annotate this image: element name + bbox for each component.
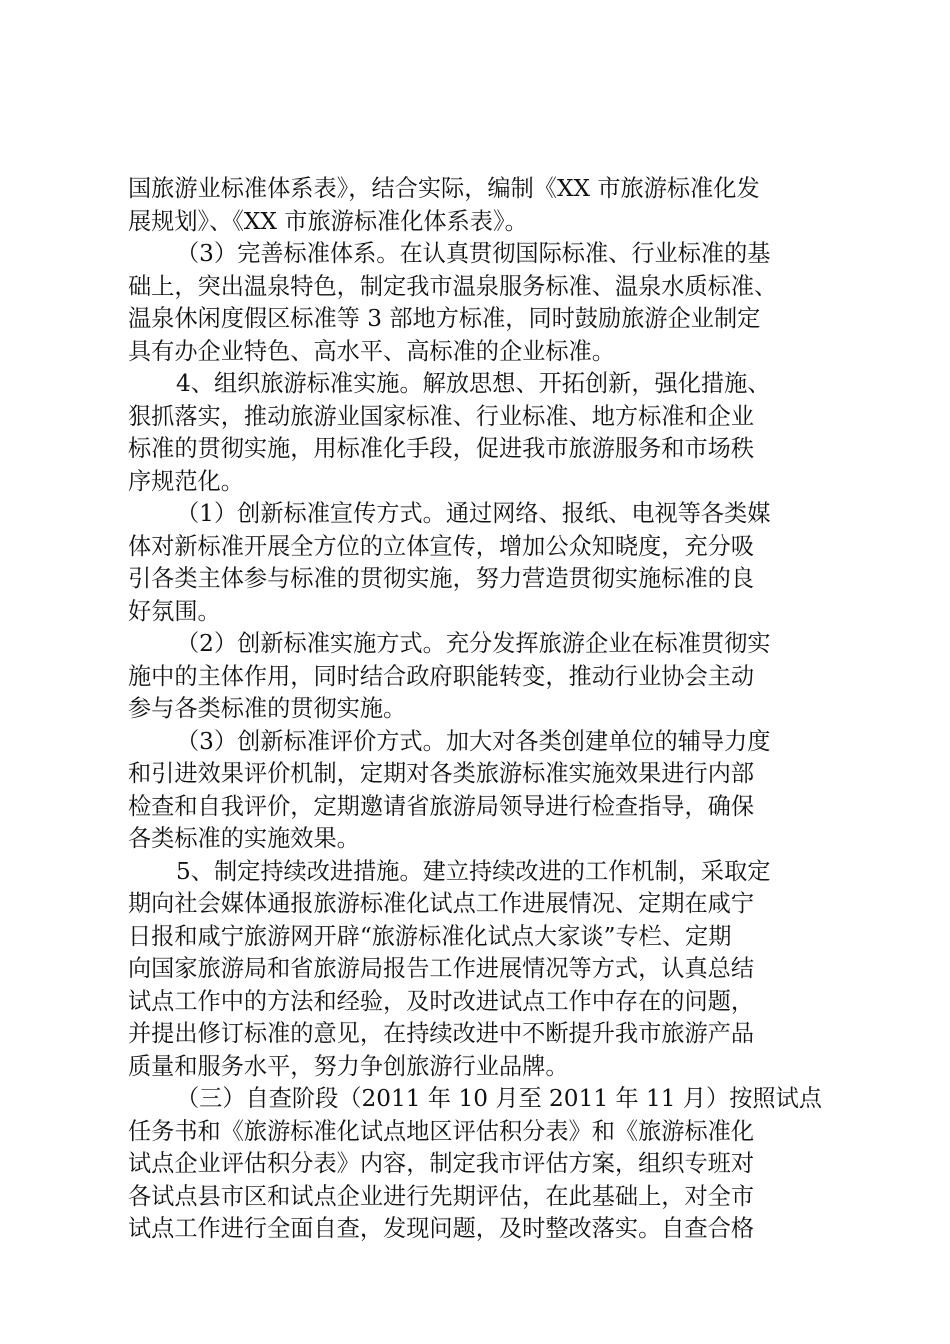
text-line: 各类标准的实施效果。 xyxy=(128,825,360,852)
paragraph-first-line: （三）自查阶段（2011 年 10 月至 2011 年 11 月）按照试点 xyxy=(176,1085,822,1112)
text-line: 试点工作进行全面自查，发现问题，及时整改落实。自查合格 xyxy=(128,1215,755,1242)
text-line: 引各类主体参与标准的贯彻实施，努力营造贯彻实施标准的良 xyxy=(128,565,755,592)
text-line: 狠抓落实，推动旅游业国家标准、行业标准、地方标准和企业 xyxy=(128,402,755,430)
text-line: 础上，突出温泉特色，制定我市温泉服务标准、温泉水质标准、 xyxy=(128,272,778,300)
text-line: 向国家旅游局和省旅游局报告工作进展情况等方式，认真总结 xyxy=(128,955,755,982)
text-line: 试点企业评估积分表》内容，制定我市评估方案，组织专班对 xyxy=(128,1150,755,1177)
text-line: 任务书和《旅游标准化试点地区评估积分表》和《旅游标准化 xyxy=(128,1117,755,1145)
document-body xyxy=(128,173,832,1246)
text-line: 期向社会媒体通报旅游标准化试点工作进展情况、定期在咸宁 xyxy=(128,890,755,917)
text-line: 具有办企业特色、高水平、高标准的企业标准。 xyxy=(128,337,615,365)
text-line: 日报和咸宁旅游网开辟“旅游标准化试点大家谈”专栏、定期 xyxy=(128,922,732,950)
text-line: 好氛围。 xyxy=(128,597,221,625)
paragraph-first-line: 4、组织旅游标准实施。解放思想、开拓创新，强化措施、 xyxy=(176,370,771,397)
text-line: 温泉休闲度假区标准等 3 部地方标准，同时鼓励旅游企业制定 xyxy=(128,305,761,332)
text-line: 参与各类标准的贯彻实施。 xyxy=(128,695,407,722)
text-line: 序规范化。 xyxy=(128,467,244,495)
text-line: 标准的贯彻实施，用标准化手段，促进我市旅游服务和市场秩 xyxy=(128,435,755,462)
text-line: 施中的主体作用，同时结合政府职能转变，推动行业协会主动 xyxy=(128,662,755,690)
text-line: 展规划》、《XX 市旅游标准化体系表》。 xyxy=(128,207,528,235)
paragraph-first-line: （1）创新标准宣传方式。通过网络、报纸、电视等各类媒 xyxy=(176,500,771,527)
paragraph-first-line: 5、制定持续改进措施。建立持续改进的工作机制，采取定 xyxy=(176,857,771,885)
text-line: 检查和自我评价，定期邀请省旅游局领导进行检查指导，确保 xyxy=(128,792,755,820)
text-line: 和引进效果评价机制，定期对各类旅游标准实施效果进行内部 xyxy=(128,760,755,787)
text-line: 国旅游业标准体系表》，结合实际，编制《XX 市旅游标准化发 xyxy=(128,175,760,202)
text-line: 各试点县市区和试点企业进行先期评估，在此基础上，对全市 xyxy=(128,1182,755,1210)
text-line: 体对新标准开展全方位的立体宣传，增加公众知晓度，充分吸 xyxy=(128,532,755,560)
paragraph-first-line: （3）完善标准体系。在认真贯彻国际标准、行业标准的基 xyxy=(176,240,771,267)
paragraph-first-line: （2）创新标准实施方式。充分发挥旅游企业在标准贯彻实 xyxy=(176,630,771,657)
text-line: 质量和服务水平，努力争创旅游行业品牌。 xyxy=(128,1052,569,1080)
paragraph-first-line: （3）创新标准评价方式。加大对各类创建单位的辅导力度 xyxy=(176,727,771,755)
text-line: 试点工作中的方法和经验，及时改进试点工作中存在的问题， xyxy=(128,987,755,1015)
text-line: 并提出修订标准的意见，在持续改进中不断提升我市旅游产品 xyxy=(128,1020,755,1047)
